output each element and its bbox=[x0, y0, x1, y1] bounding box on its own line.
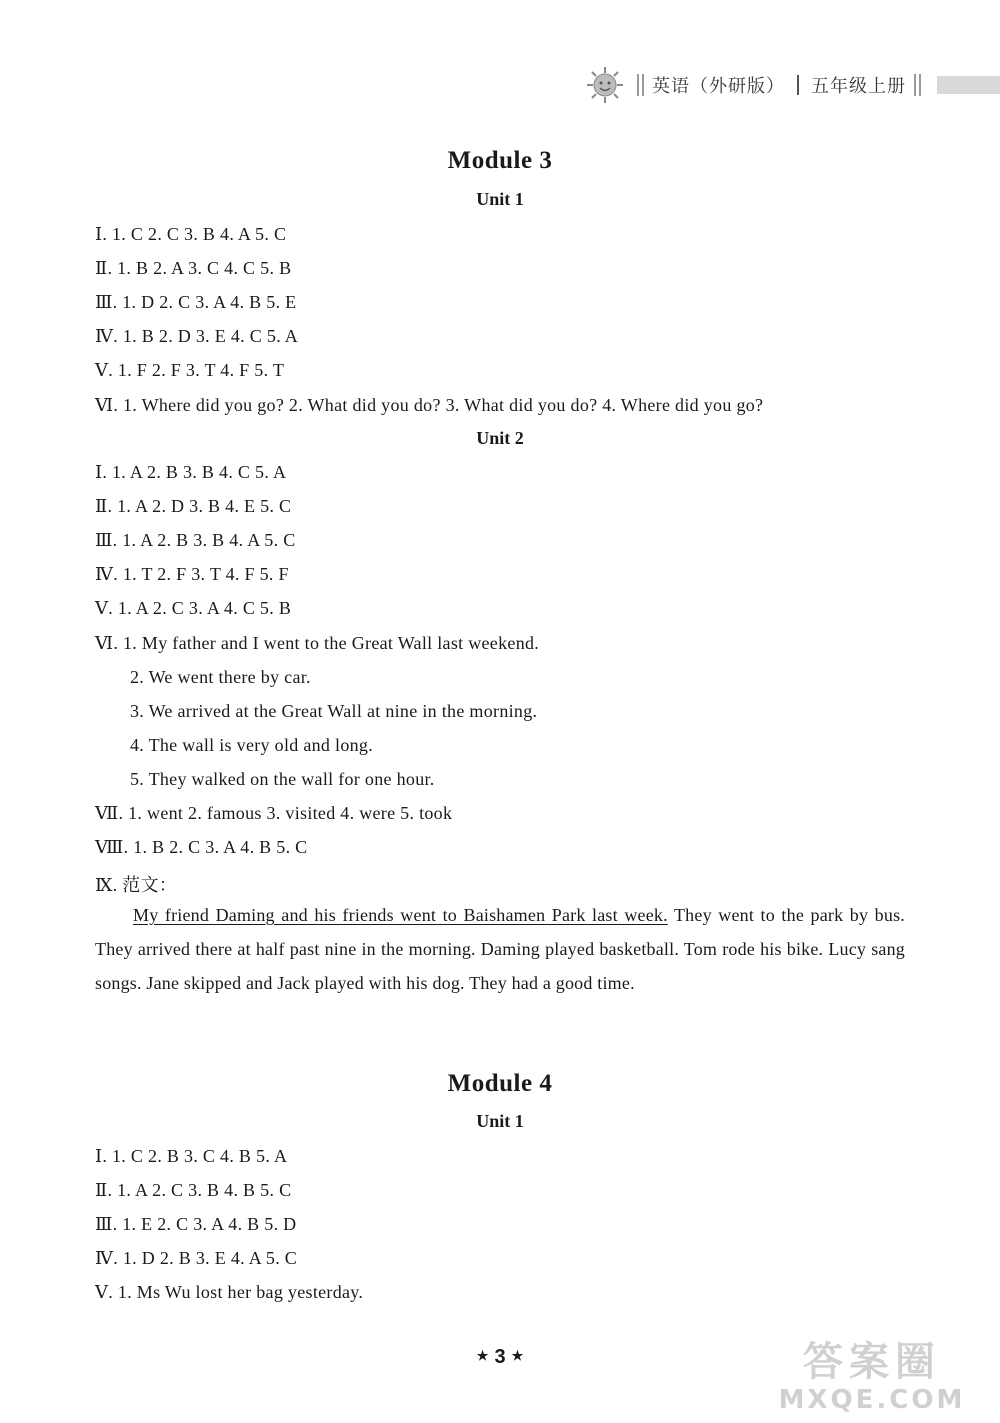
answer-line: Ⅴ. 1. A 2. C 3. A 4. C 5. B bbox=[95, 598, 292, 618]
answer-line: Ⅲ. 1. E 2. C 3. A 4. B 5. D bbox=[95, 1214, 297, 1234]
module-4-unit-1-title: Unit 1 bbox=[476, 1111, 524, 1131]
header-subject: 英语（外研版） bbox=[652, 76, 785, 97]
answer-line: Ⅴ. 1. F 2. F 3. T 4. F 5. T bbox=[95, 360, 285, 380]
essay-underlined-sentence: My friend Daming and his friends went to Baishamen Park last week. bbox=[133, 905, 668, 925]
answer-line: Ⅰ. 1. A 2. B 3. B 4. C 5. A bbox=[95, 462, 287, 482]
answer-line: Ⅰ. 1. C 2. B 3. C 4. B 5. A bbox=[95, 1146, 288, 1166]
answer-line: Ⅴ. 1. Ms Wu lost her bag yesterday. bbox=[95, 1282, 364, 1302]
answer-line: Ⅶ. 1. went 2. famous 3. visited 4. were 5. took bbox=[95, 803, 453, 823]
module-4-title: Module 4 bbox=[447, 1070, 553, 1097]
answer-line: Ⅰ. 1. C 2. C 3. B 4. A 5. C bbox=[95, 224, 287, 244]
answer-line: 3. We arrived at the Great Wall at nine in the morning. bbox=[130, 701, 538, 721]
star-icon: ★ bbox=[476, 1348, 489, 1363]
page-header bbox=[585, 62, 1000, 108]
answer-line: Ⅱ. 1. B 2. A 3. C 4. C 5. B bbox=[95, 258, 292, 278]
watermark bbox=[752, 1339, 992, 1421]
answer-line: Ⅵ. 1. My father and I went to the Great Wall last weekend. bbox=[95, 633, 540, 653]
answer-line: 2. We went there by car. bbox=[130, 667, 311, 687]
header-divider-bars bbox=[637, 74, 644, 96]
page-number-value: 3 bbox=[494, 1346, 506, 1368]
star-icon: ★ bbox=[511, 1348, 524, 1363]
answer-line: Ⅷ. 1. B 2. C 3. A 4. B 5. C bbox=[95, 837, 308, 857]
header-divider-bars-right bbox=[914, 74, 921, 96]
answer-line: Ⅱ. 1. A 2. C 3. B 4. B 5. C bbox=[95, 1180, 292, 1200]
module-3-unit-2-title: Unit 2 bbox=[476, 428, 524, 448]
essay-body: They went to the park by bus. They arrived there at half past nine in the morning. Daming played basketball. Tom rode his bike. Lucy sang songs. Jane skipped and Jack played with his dog. They had a good time. bbox=[95, 905, 905, 993]
answer-line: 4. The wall is very old and long. bbox=[130, 735, 374, 755]
answer-line: Ⅳ. 1. D 2. B 3. E 4. A 5. C bbox=[95, 1248, 298, 1268]
answer-line: 5. They walked on the wall for one hour. bbox=[130, 769, 435, 789]
answer-line: Ⅳ. 1. B 2. D 3. E 4. C 5. A bbox=[95, 326, 299, 346]
module-3-unit-1-title: Unit 1 bbox=[476, 189, 524, 209]
header-gray-band bbox=[937, 76, 1000, 94]
watermark-url: MXQE.COM bbox=[778, 1385, 966, 1415]
header-grade: 五年级上册 bbox=[811, 76, 906, 97]
answer-line: Ⅲ. 1. A 2. B 3. B 4. A 5. C bbox=[95, 530, 296, 550]
sample-essay bbox=[95, 898, 905, 1000]
smiling-sun-icon bbox=[585, 65, 625, 105]
answer-line: Ⅱ. 1. A 2. D 3. B 4. E 5. C bbox=[95, 496, 292, 516]
module-3-title: Module 3 bbox=[447, 147, 553, 174]
watermark-logo-text: 答案圈 bbox=[803, 1339, 941, 1385]
answer-line: Ⅵ. 1. Where did you go? 2. What did you do? 3. What did you do? 4. Where did you go? bbox=[95, 395, 764, 415]
answer-line: Ⅸ. 范文： bbox=[95, 875, 178, 895]
header-separator bbox=[797, 75, 799, 95]
answer-line: Ⅳ. 1. T 2. F 3. T 4. F 5. F bbox=[95, 564, 289, 584]
answer-line: Ⅲ. 1. D 2. C 3. A 4. B 5. E bbox=[95, 292, 297, 312]
